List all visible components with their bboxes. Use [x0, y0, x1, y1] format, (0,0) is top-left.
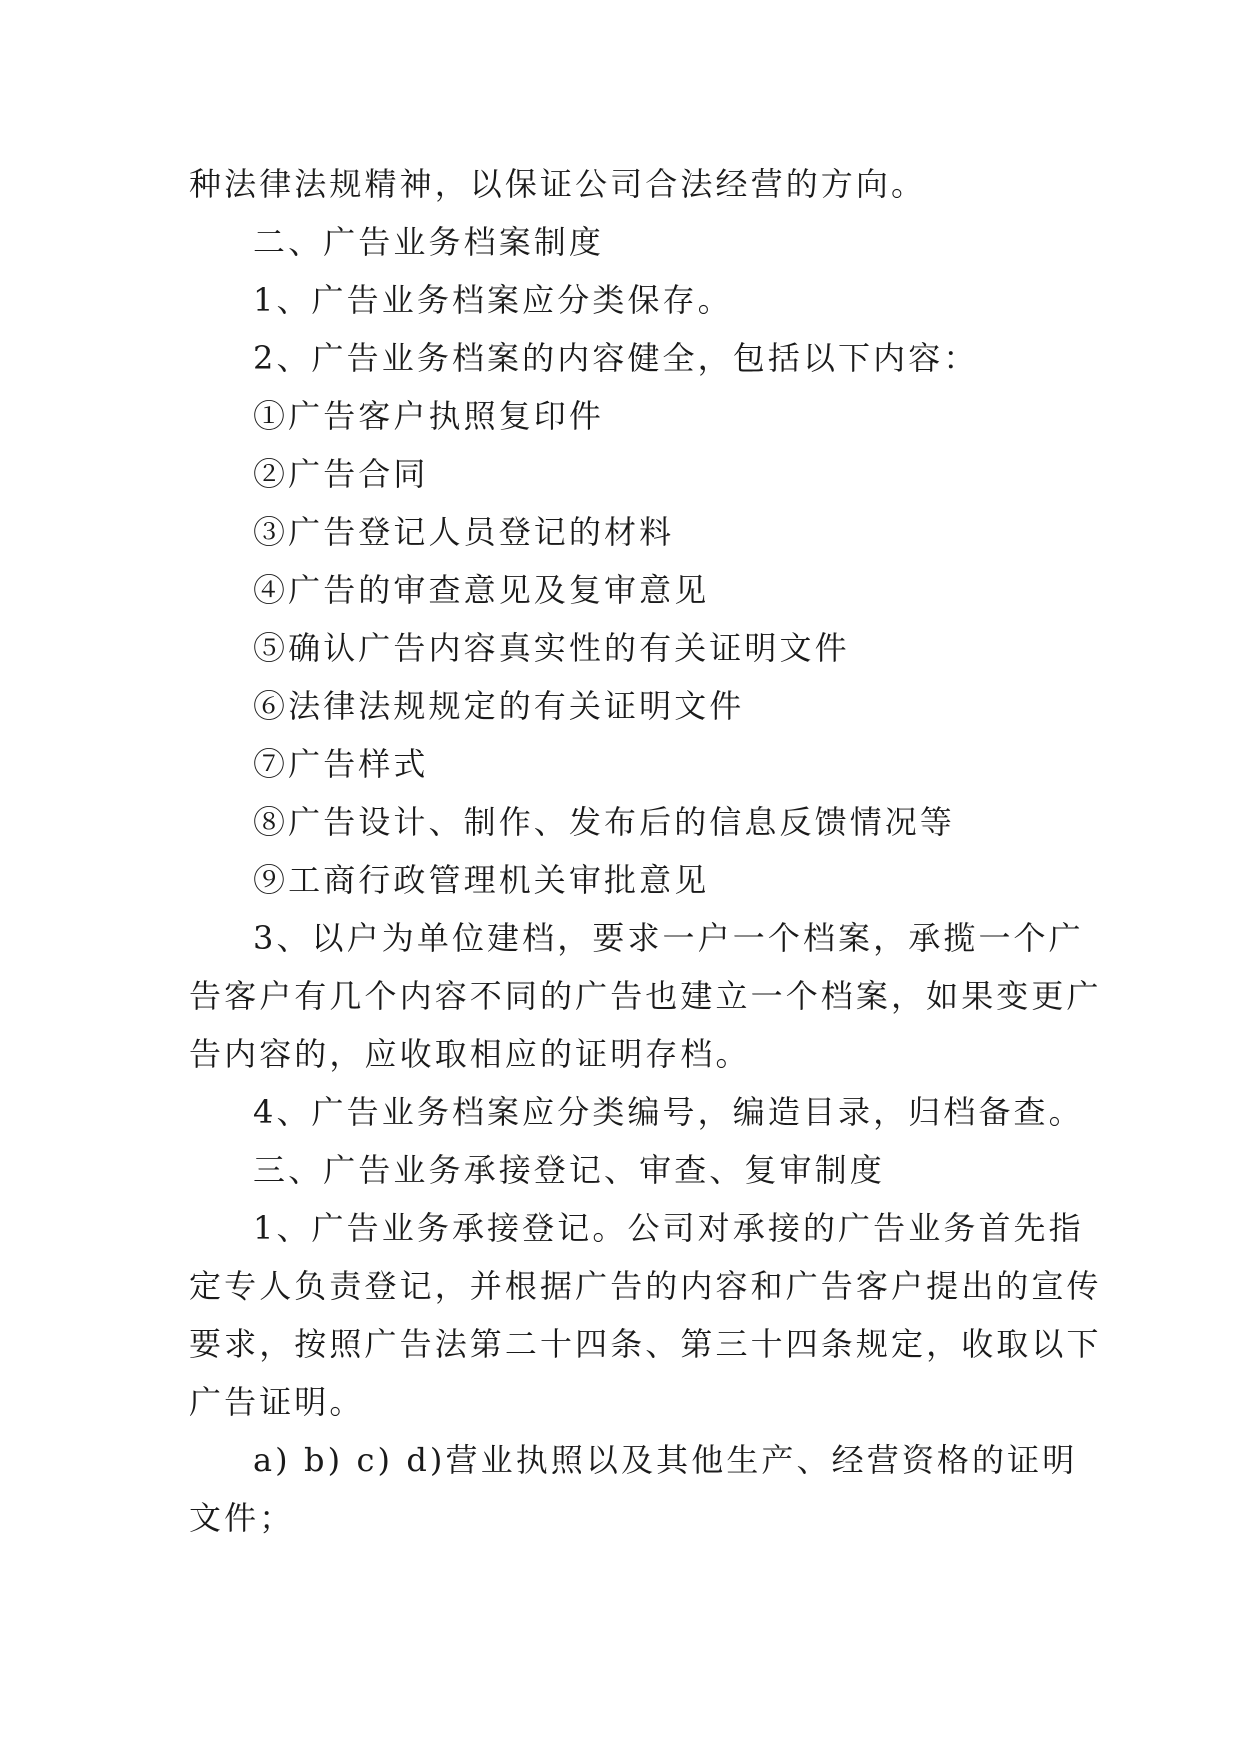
paragraph-line: 要求，按照广告法第二十四条、第三十四条规定，收取以下 [189, 1325, 1102, 1363]
list-item: ①广告客户执照复印件 [253, 397, 605, 435]
paragraph-line: 1、广告业务档案应分类保存。 [253, 281, 733, 319]
paragraph-line: 告内容的，应收取相应的证明存档。 [189, 1035, 751, 1073]
list-item: ②广告合同 [253, 455, 429, 493]
list-item: ⑧广告设计、制作、发布后的信息反馈情况等 [253, 803, 956, 841]
section-heading: 三、广告业务承接登记、审查、复审制度 [253, 1151, 885, 1189]
paragraph-line: 3、以户为单位建档，要求一户一个档案，承揽一个广 [253, 919, 1084, 957]
paragraph-line: 文件； [189, 1499, 295, 1537]
paragraph-line: 定专人负责登记，并根据广告的内容和广告客户提出的宣传 [189, 1267, 1102, 1305]
paragraph-line: a) b) c) d)营业执照以及其他生产、经营资格的证明 [253, 1441, 1078, 1479]
paragraph-line: 4、广告业务档案应分类编号，编造目录，归档备查。 [253, 1093, 1084, 1131]
paragraph-line: 广告证明。 [189, 1383, 365, 1421]
paragraph-line: 告客户有几个内容不同的广告也建立一个档案，如果变更广 [189, 977, 1102, 1015]
section-heading: 二、广告业务档案制度 [253, 223, 605, 261]
list-item: ⑥法律法规规定的有关证明文件 [253, 687, 745, 725]
paragraph-line: 种法律法规精神，以保证公司合法经营的方向。 [189, 165, 927, 203]
list-item: ⑨工商行政管理机关审批意见 [253, 861, 710, 899]
list-item: ⑤确认广告内容真实性的有关证明文件 [253, 629, 850, 667]
document-body [189, 155, 1102, 1547]
paragraph-line: 2、广告业务档案的内容健全，包括以下内容： [253, 339, 979, 377]
paragraph-line: 1、广告业务承接登记。公司对承接的广告业务首先指 [253, 1209, 1084, 1247]
list-item: ④广告的审查意见及复审意见 [253, 571, 710, 609]
list-item: ③广告登记人员登记的材料 [253, 513, 675, 551]
list-item: ⑦广告样式 [253, 745, 429, 783]
